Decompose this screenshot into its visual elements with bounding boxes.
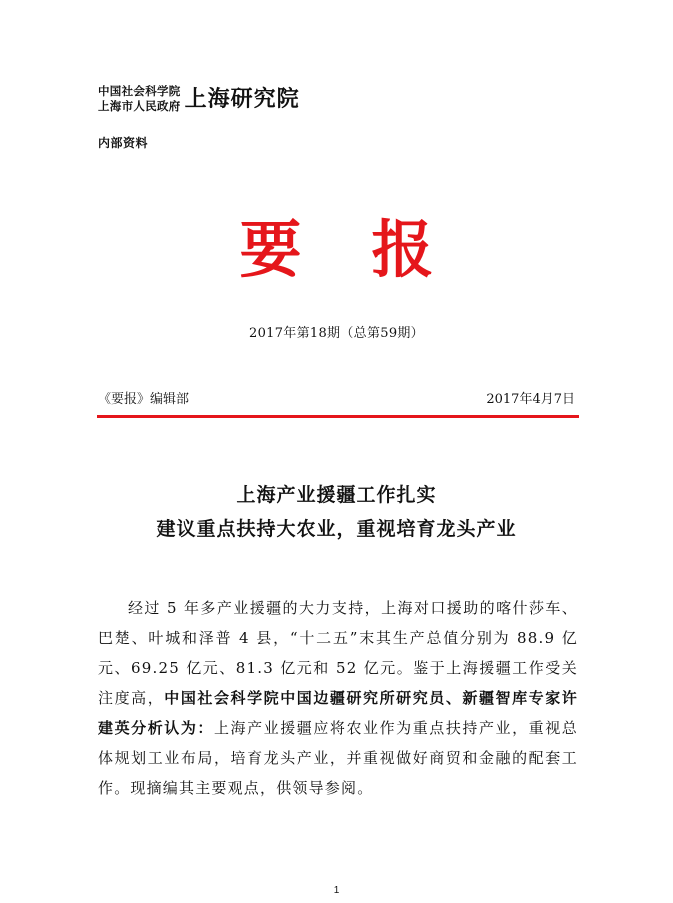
report-title: 要报	[239, 213, 504, 286]
classification-label: 内部资料	[98, 136, 149, 150]
body-paragraph	[98, 593, 578, 803]
institution-header	[98, 84, 300, 114]
issue-number: 2017年第18期（总第59期）	[249, 326, 424, 341]
sponsor-shanghai-government: 上海市人民政府	[98, 99, 181, 113]
publication-date: 2017年4月7日	[486, 392, 575, 407]
sponsor-organizations	[98, 84, 181, 114]
editorial-department: 《要报》编辑部	[98, 392, 190, 407]
institute-name: 上海研究院	[184, 86, 300, 112]
body-text-part-1: 经过 5 年多产业援疆的大力支持，上海对口援助的喀什莎车、巴楚、叶城和泽普 4 县，“十二五”末其生产总值分别为 88.9 亿元、69.25 亿元、81.3 亿元和 52 亿元。鉴于上海援疆工作受关注度高，	[98, 599, 578, 707]
page-number: 1	[333, 885, 340, 896]
body-text-emphasis: 中国社会科学院中国边疆研究所研究员、新疆智库专家许建英分析认为：	[98, 689, 578, 737]
body-text-part-2: 上海产业援疆应将农业作为重点扶持产业，重视总体规划工业布局，培育龙头产业，并重视做好商贸和金融的配套工作。现摘编其主要观点，供领导参阅。	[98, 719, 578, 797]
headline-line-1: 上海产业援疆工作扎实	[236, 484, 437, 506]
sponsor-cass: 中国社会科学院	[98, 84, 181, 98]
headline-line-2: 建议重点扶持大农业，重视培育龙头产业	[156, 518, 517, 540]
red-divider-line	[97, 415, 579, 418]
